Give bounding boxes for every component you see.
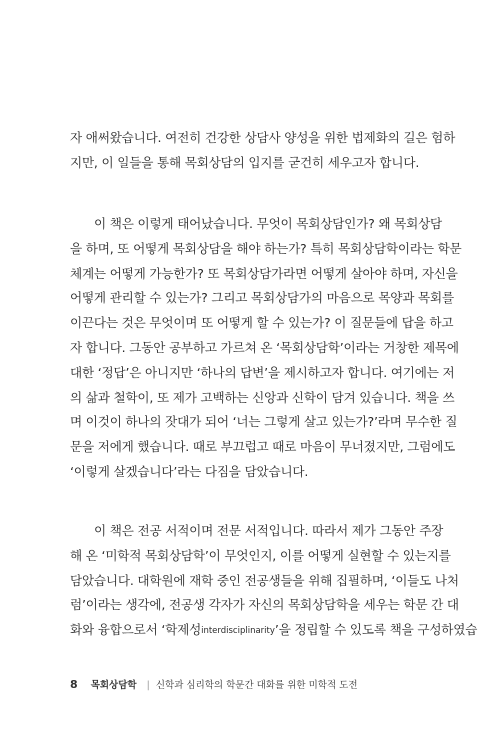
text-line: 문을 저에게 했습니다. 때로 부끄럽고 때로 마음이 무너졌지만, 그럼에도 [70, 439, 456, 455]
text-line: ‘이렇게 살겠습니다’라는 다짐을 담았습니다. [70, 463, 309, 479]
text-line: 며 이것이 하나의 잣대가 되어 ‘너는 그렇게 살고 있는가?’라며 무수한 질 [70, 414, 458, 430]
text-line: 대한 ‘정답’은 아니지만 ‘하나의 답변’을 제시하고자 합니다. 여기에는 저 [70, 364, 455, 380]
text-segment: 화와 융합으로서 ‘학제성 [70, 622, 202, 638]
page-footer [70, 677, 358, 691]
text-line: 럼’이라는 생각에, 전공생 각자가 자신의 목회상담학을 세우는 학문 간 대 [70, 597, 459, 613]
text-line: 자 애써왔습니다. 여전히 건강한 상담사 양성을 위한 법제화의 길은 험하 [70, 130, 456, 145]
text-line: 담았습니다. 대학원에 재학 중인 전공생들을 위해 집필하며, ‘이들도 나처 [70, 572, 459, 588]
paragraph-3 [70, 519, 478, 643]
text-line [70, 618, 478, 643]
text-line: 이 책은 이렇게 태어났습니다. 무엇이 목회상담인가? 왜 목회상담 [94, 216, 443, 231]
superscript-term: interdisciplinarity [201, 626, 275, 637]
paragraph-2 [70, 212, 462, 485]
text-line: 이 책은 전공 서적이며 전문 서적입니다. 따라서 제가 그동안 주장 [94, 523, 444, 538]
running-book-title: 목회상담학 [90, 680, 137, 691]
paragraph-1 [70, 126, 456, 176]
text-line: 체계는 어떻게 가능한가? 또 목회상담가라면 어떻게 살아야 하며, 자신을 [70, 265, 458, 281]
text-segment: ’을 정립할 수 있도록 책을 구성하였습 [274, 622, 478, 638]
page-number: 8 [70, 678, 78, 691]
text-line: 을 하며, 또 어떻게 목회상담을 해야 하는가? 특히 목회상담학이라는 학문 [70, 240, 462, 256]
footer-separator: | [146, 680, 150, 691]
running-subtitle: 신학과 심리학의 학문간 대화를 위한 미학적 도전 [155, 680, 358, 691]
text-line: 지만, 이 일들을 통해 목회상담의 입지를 굳건히 세우고자 합니다. [70, 154, 420, 170]
text-line: 자 합니다. 그동안 공부하고 가르쳐 온 ‘목회상담학’이라는 거창한 제목에 [70, 339, 459, 355]
text-line: 의 삶과 철학이, 또 제가 고백하는 신앙과 신학이 담겨 있습니다. 책을 쓰 [70, 389, 455, 405]
text-line: 이끈다는 것은 무엇이며 또 어떻게 할 수 있는가? 이 질문들에 답을 하고 [70, 315, 454, 331]
text-line: 어떻게 관리할 수 있는가? 그리고 목회상담가의 마음으로 목양과 목회를 [70, 290, 454, 306]
text-line: 해 온 ‘미학적 목회상담학’이 무엇인지, 이를 어떻게 실현할 수 있는지를 [70, 547, 451, 563]
